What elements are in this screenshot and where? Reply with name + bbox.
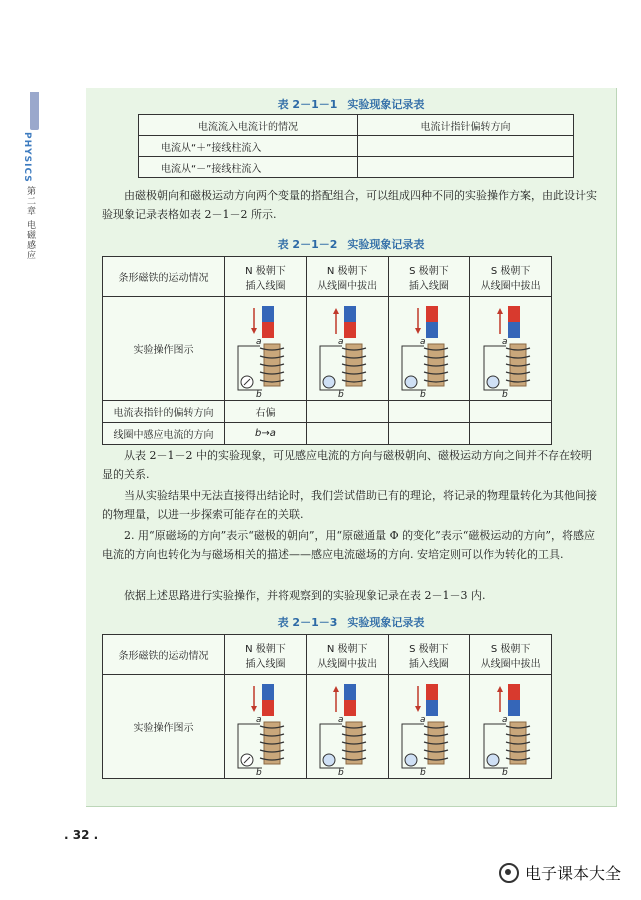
- watermark: [499, 861, 621, 884]
- paragraph: 依据上述思路进行实验操作，并将观察到的实验现象记录在表 2－1－3 内.: [124, 589, 486, 602]
- table2-col-header: S 极朝下 插入线圈: [388, 257, 470, 297]
- coil-diagram-n-insert: [230, 678, 300, 776]
- wechat-logo-icon: [499, 863, 519, 883]
- svg-text:a: a: [338, 714, 344, 725]
- svg-text:a: a: [501, 714, 508, 725]
- table2-cell: [388, 401, 470, 423]
- table2-col-header: N 极朝下 从线圈中拔出: [306, 257, 388, 297]
- table3-col-header: S 极朝下 从线圈中拔出: [470, 635, 552, 675]
- svg-text:b: b: [501, 389, 508, 398]
- svg-text:a: a: [256, 714, 262, 725]
- table2: [102, 256, 552, 445]
- svg-text:b: b: [419, 767, 426, 776]
- table2-cell: [388, 423, 470, 445]
- table3-caption: 表 2－1－3 实验现象记录表: [277, 616, 425, 629]
- table2-row-label: 线圈中感应电流的方向: [103, 423, 225, 445]
- svg-text:a: a: [419, 714, 426, 725]
- svg-text:b: b: [256, 767, 263, 776]
- coil-diagram-cell: [225, 675, 307, 779]
- coil-diagram-s-pull: [476, 678, 546, 776]
- subject-label: PHYSICS: [22, 132, 32, 183]
- table3-corner-cell: 条形磁铁的运动情况: [103, 635, 225, 675]
- svg-text:a: a: [501, 336, 508, 347]
- table1-header-cell: 电流计指针偏转方向: [358, 115, 574, 136]
- table1-cell: [358, 157, 574, 178]
- side-tab-marker: [30, 92, 39, 130]
- table3-col-header: S 极朝下 插入线圈: [388, 635, 470, 675]
- chapter-label: 第二章 电磁感应: [25, 186, 35, 260]
- paragraph: 2. 用“原磁场的方向”表示“磁极的朝向”，用“原磁通量 Φ 的变化”表示“磁极运动的方向”，将感应电流的方向也转化为与磁场相关的描述——感应电流磁场的方向. 安培定则可以作为转化的工具.: [102, 529, 595, 561]
- table2-cell: [306, 423, 388, 445]
- table1: [138, 114, 574, 178]
- svg-text:b: b: [338, 767, 344, 776]
- coil-diagram-cell: [388, 297, 470, 401]
- coil-diagram-cell: [470, 675, 552, 779]
- coil-diagram-s-insert: [394, 678, 464, 776]
- page-number: . 32 .: [64, 828, 99, 842]
- watermark-text: 电子课本大全: [524, 864, 621, 883]
- coil-diagram-n-pull: [312, 678, 382, 776]
- table3-col-header: N 极朝下 插入线圈: [225, 635, 307, 675]
- coil-diagram-n-pull: [312, 300, 382, 398]
- table1-header-cell: 电流流入电流计的情况: [139, 115, 358, 136]
- paragraph: 从表 2－1－2 中的实验现象，可见感应电流的方向与磁极朝向、磁极运动方向之间并不存在较明显的关系.: [102, 449, 592, 481]
- coil-diagram-s-insert: [394, 300, 464, 398]
- coil-diagram-cell: [470, 297, 552, 401]
- table1-cell: 电流从“＋”接线柱流入: [139, 136, 358, 157]
- table2-row-label: 实验操作图示: [103, 297, 225, 401]
- svg-text:b: b: [256, 389, 263, 398]
- table3-row-label: 实验操作图示: [103, 675, 225, 779]
- svg-text:b: b: [501, 767, 508, 776]
- table2-row-label: 电流表指针的偏转方向: [103, 401, 225, 423]
- svg-text:a: a: [419, 336, 426, 347]
- table2-cell: [470, 423, 552, 445]
- coil-diagram-cell: [306, 297, 388, 401]
- table3-col-header: N 极朝下 从线圈中拔出: [306, 635, 388, 675]
- table1-cell: 电流从“－”接线柱流入: [139, 157, 358, 178]
- table2-cell: [306, 401, 388, 423]
- table1-cell: [358, 136, 574, 157]
- table2-caption: 表 2－1－2 实验现象记录表: [277, 238, 425, 251]
- coil-diagram-n-insert: [230, 300, 300, 398]
- coil-diagram-s-pull: [476, 300, 546, 398]
- svg-text:a: a: [338, 336, 344, 347]
- table3: [102, 634, 552, 779]
- table2-cell: b→a: [225, 423, 307, 445]
- table2-col-header: N 极朝下 插入线圈: [225, 257, 307, 297]
- coil-diagram-cell: [225, 297, 307, 401]
- paragraph: 当从实验结果中无法直接得出结论时，我们尝试借助已有的理论，将记录的物理量转化为其他间接的物理量，以进一步探索可能存在的关联.: [102, 489, 597, 521]
- table2-col-header: S 极朝下 从线圈中拔出: [470, 257, 552, 297]
- coil-diagram-cell: [306, 675, 388, 779]
- svg-text:b: b: [419, 389, 426, 398]
- svg-text:a: a: [256, 336, 262, 347]
- table1-caption: 表 2－1－1 实验现象记录表: [277, 98, 425, 111]
- table2-cell: 右偏: [225, 401, 307, 423]
- table2-cell: [470, 401, 552, 423]
- coil-diagram-cell: [388, 675, 470, 779]
- table2-corner-cell: 条形磁铁的运动情况: [103, 257, 225, 297]
- svg-text:b: b: [338, 389, 344, 398]
- paragraph: 由磁极朝向和磁极运动方向两个变量的搭配组合，可以组成四种不同的实验操作方案，由此设计实验现象记录表格如表 2－1－2 所示.: [102, 189, 597, 221]
- content-panel: [86, 88, 617, 807]
